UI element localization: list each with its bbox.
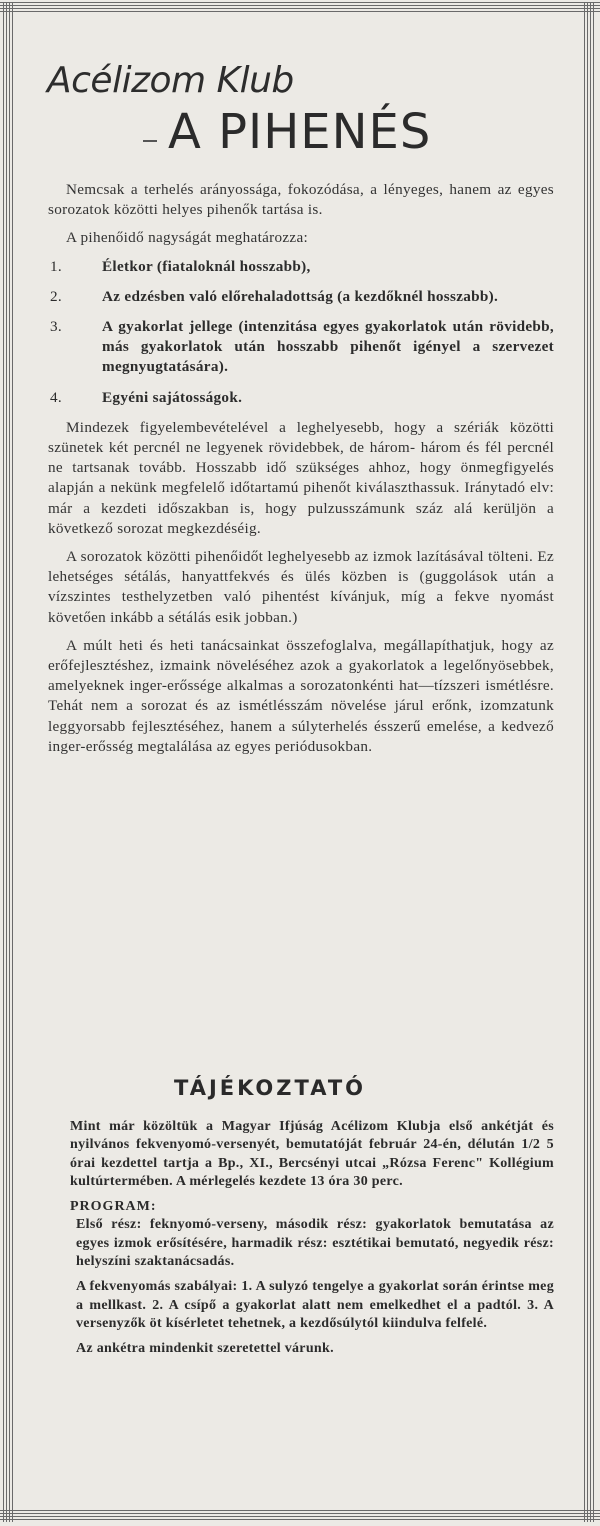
rules-paragraph: A fekvenyomás szabályai: 1. A sulyzó tengelye a gyakorlat során érintse meg a mellkast. 2. A csípő a gyakorlat alatt nem emelkedhet el a padtól. 3. A versenyzők öt kísérletet tehetnek, a kezdősúlytól kiindulva felfelé. [76, 1279, 554, 1331]
list-text: Az edzésben való előrehaladottság (a kezdőknél hosszabb). [102, 287, 499, 305]
list-item [48, 388, 554, 408]
list-text: A gyakorlat jellege (intenzitása egyes gyakorlatok után rövidebb, más gyakorlatok után hosszabb pihenőt igényel a szervezet megnyugtatására). [102, 318, 554, 376]
article-body [48, 180, 554, 765]
list-item [48, 287, 554, 307]
list-number: 2. [50, 287, 62, 305]
intro-paragraph: Nemcsak a terhelés arányossága, fokozódása, a lényeges, hanem az egyes sorozatok közötti helyes pihenők tartása is. [48, 181, 554, 219]
program-paragraph: Első rész: feknyomó-verseny, második rész: gyakorlatok bemutatása az egyes izmok erősítésére, harmadik rész: esztétikai bemutató, negyedik rész: helyszíni szaktanácsadás. [76, 1217, 554, 1270]
info-paragraph: Mint már közöltük a Magyar Ifjúság Acélizom Klubja első ankétját és nyilvános fekvenyomó-versenyét, bemutatóját február 24-én, délután 1/2 5 órai kezdettel tartja a Bp., XI., Bercsényi utcai „Rózsa Ferenc" Kollégium kultúrtermében. A mérlegelés kezdete 13 óra 30 perc. [70, 1119, 554, 1189]
list-text: Egyéni sajátosságok. [102, 388, 243, 406]
article-headline: A PIHENÉS [168, 104, 432, 160]
list-item [48, 257, 554, 277]
body-paragraph: A sorozatok közötti pihenőidőt leghelyesebb az izmok lazításával tölteni. Ez lehetséges sétálás, hanyattfekvés és ülés közben is (guggolások után a vízszintes testhelyzetben való pihentést kívánjuk, míg a fekve nyomást követően inkább a sétálás esik jobban.) [48, 548, 554, 626]
info-section-title: TÁJÉKOZTATÓ [174, 1076, 367, 1100]
closing-paragraph: Az ankétra mindenkit szeretettel várunk. [76, 1341, 334, 1357]
list-number: 1. [50, 257, 62, 275]
program-label: PROGRAM: [70, 1199, 157, 1215]
top-border-rule [0, 2, 600, 12]
list-number: 4. [50, 388, 62, 406]
lead-paragraph: A pihenőidő nagyságát meghatározza: [66, 229, 309, 247]
body-paragraph: Mindezek figyelembevételével a leghelyesebb, hogy a szériák közötti szünetek két percnél ne legyenek rövidebbek, de három- három és fél percnél ne tartsanak tovább. Hosszabb idő szükséges ahhoz, hogy önmegfigyelés alapján a nekünk megfelelő időtartamú pihenőt kiválaszthassuk. Iránytadó elv: már a kezdeti időszakban is, hogy pulzusszámunk száz alá kerüljön a következő sorozat megkezdéséig. [48, 418, 554, 537]
right-border-rule [584, 2, 594, 1522]
column-kicker: Acélizom Klub [47, 60, 294, 101]
list-item [48, 317, 554, 378]
factor-list [48, 257, 554, 408]
left-border-rule [3, 2, 13, 1522]
list-number: 3. [50, 318, 62, 336]
body-paragraph: A múlt heti és heti tanácsainkat összefoglalva, megállapíthatjuk, hogy az erőfejlesztéshez, izmaink növeléséhez azok a gyakorlatok a legelőnyösebbek, amelyeknek inger-erőssége alkalmas a sorozatonkénti hat—tízszeri ismétlésre. Tehát nem a sorozat és az ismétlésszám növelése járul erőnk, izomzatunk leggyorsabb fejlesztéséhez, hanem a súlyterhelés ésszerű emelése, a kedvező inger-erősség megtalálása az egyes periódusokban. [48, 636, 554, 755]
list-text: Életkor (fiataloknál hosszabb), [102, 257, 311, 275]
title-dash [143, 140, 157, 142]
info-section-body [70, 1118, 554, 1366]
bottom-border-rule [0, 1510, 600, 1522]
